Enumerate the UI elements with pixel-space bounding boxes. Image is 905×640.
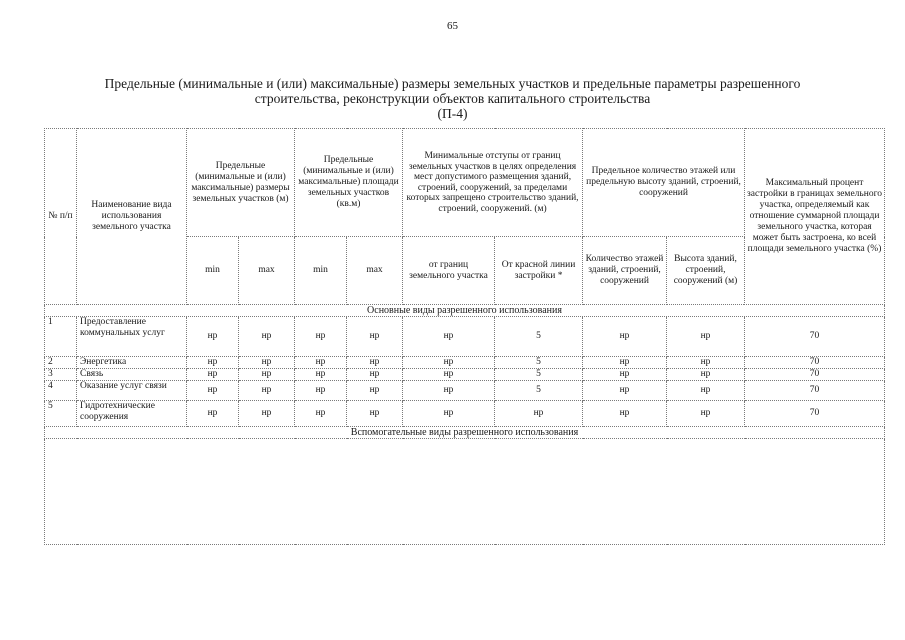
header-setback-redline: От красной линии застройки * [495, 237, 583, 305]
cell-area-min: нр [295, 381, 347, 401]
row-name: Оказание услуг связи [77, 381, 187, 401]
cell-setback-redline: 5 [495, 369, 583, 381]
row-num: 2 [45, 357, 77, 369]
cell-size-max: нр [239, 381, 295, 401]
section-main-title: Основные виды разрешенного использования [45, 305, 885, 317]
header-height-limit: Предельное количество этажей или предельную высоту зданий, строений, сооружений [583, 129, 745, 237]
row-num: 3 [45, 369, 77, 381]
cell-setback-border: нр [403, 369, 495, 381]
cell-size-min: нр [187, 381, 239, 401]
row-num: 4 [45, 381, 77, 401]
header-height: Высота зданий, строений, сооружений (м) [667, 237, 745, 305]
cell-area-max: нр [347, 369, 403, 381]
section-row-main [45, 305, 885, 317]
header-size-max: max [239, 237, 295, 305]
header-coverage: Максимальный процент застройки в границах земельного участка, определяемый как отношение суммарной площади земельного участка, которая может быть застроена, ко всей площади земельного участка (%) [745, 129, 885, 305]
cell-setback-border: нр [403, 357, 495, 369]
cell-setback-redline: 5 [495, 317, 583, 357]
cell-height: нр [667, 317, 745, 357]
title-line-1: Предельные (минимальные и (или) максимальные) размеры земельных участков и предельные параметры разрешенного [104, 76, 801, 91]
cell-size-max: нр [239, 401, 295, 427]
cell-coverage: 70 [745, 317, 885, 357]
cell-size-max: нр [239, 357, 295, 369]
table-row [45, 357, 885, 369]
cell-setback-redline: 5 [495, 381, 583, 401]
auxiliary-empty-cell [45, 439, 885, 545]
table-row [45, 317, 885, 357]
cell-coverage: 70 [745, 369, 885, 381]
cell-coverage: 70 [745, 401, 885, 427]
limits-table [44, 128, 885, 545]
header-plot-area: Предельные (минимальные и (или) максимальные) площади земельных участков (кв.м) [295, 129, 403, 237]
header-num: № п/п [45, 129, 77, 305]
title-line-3: (П-4) [437, 106, 468, 121]
cell-floors: нр [583, 401, 667, 427]
cell-height: нр [667, 401, 745, 427]
row-num: 1 [45, 317, 77, 357]
cell-height: нр [667, 369, 745, 381]
header-row-top [45, 129, 885, 237]
table-row [45, 401, 885, 427]
header-name: Наименование вида использования земельного участка [77, 129, 187, 305]
document-title [50, 76, 855, 121]
row-name: Предоставление коммунальных услуг [77, 317, 187, 357]
cell-setback-border: нр [403, 381, 495, 401]
cell-setback-border: нр [403, 317, 495, 357]
cell-size-min: нр [187, 357, 239, 369]
header-setbacks: Минимальные отступы от границ земельных участков в целях определения мест допустимого размещения зданий, строений, сооружений, за пределами которых запрещено строительство зданий, строений, сооружений. (м) [403, 129, 583, 237]
header-area-min: min [295, 237, 347, 305]
header-floors: Количество этажей зданий, строений, сооружений [583, 237, 667, 305]
row-name: Энергетика [77, 357, 187, 369]
cell-setback-redline: 5 [495, 357, 583, 369]
page-number: 65 [447, 20, 458, 32]
header-setback-border: от границ земельного участка [403, 237, 495, 305]
cell-size-min: нр [187, 317, 239, 357]
cell-floors: нр [583, 381, 667, 401]
cell-area-min: нр [295, 369, 347, 381]
cell-floors: нр [583, 369, 667, 381]
cell-setback-redline: нр [495, 401, 583, 427]
section-row-auxiliary [45, 427, 885, 439]
row-name: Гидротехнические сооружения [77, 401, 187, 427]
row-name: Связь [77, 369, 187, 381]
cell-coverage: 70 [745, 381, 885, 401]
table-row [45, 381, 885, 401]
auxiliary-empty-area [45, 439, 885, 545]
cell-floors: нр [583, 317, 667, 357]
cell-area-max: нр [347, 317, 403, 357]
cell-area-min: нр [295, 401, 347, 427]
header-plot-size: Предельные (минимальные и (или) максимальные) размеры земельных участков (м) [187, 129, 295, 237]
section-auxiliary-title: Вспомогательные виды разрешенного использования [45, 427, 885, 439]
cell-height: нр [667, 357, 745, 369]
cell-size-max: нр [239, 369, 295, 381]
row-num: 5 [45, 401, 77, 427]
cell-floors: нр [583, 357, 667, 369]
cell-size-min: нр [187, 369, 239, 381]
table-row [45, 369, 885, 381]
cell-area-max: нр [347, 357, 403, 369]
cell-coverage: 70 [745, 357, 885, 369]
title-line-2: строительства, реконструкции объектов капитального строительства [254, 91, 651, 106]
header-area-max: max [347, 237, 403, 305]
cell-area-max: нр [347, 381, 403, 401]
cell-area-max: нр [347, 401, 403, 427]
cell-size-min: нр [187, 401, 239, 427]
cell-setback-border: нр [403, 401, 495, 427]
cell-area-min: нр [295, 357, 347, 369]
cell-size-max: нр [239, 317, 295, 357]
cell-height: нр [667, 381, 745, 401]
header-size-min: min [187, 237, 239, 305]
cell-area-min: нр [295, 317, 347, 357]
